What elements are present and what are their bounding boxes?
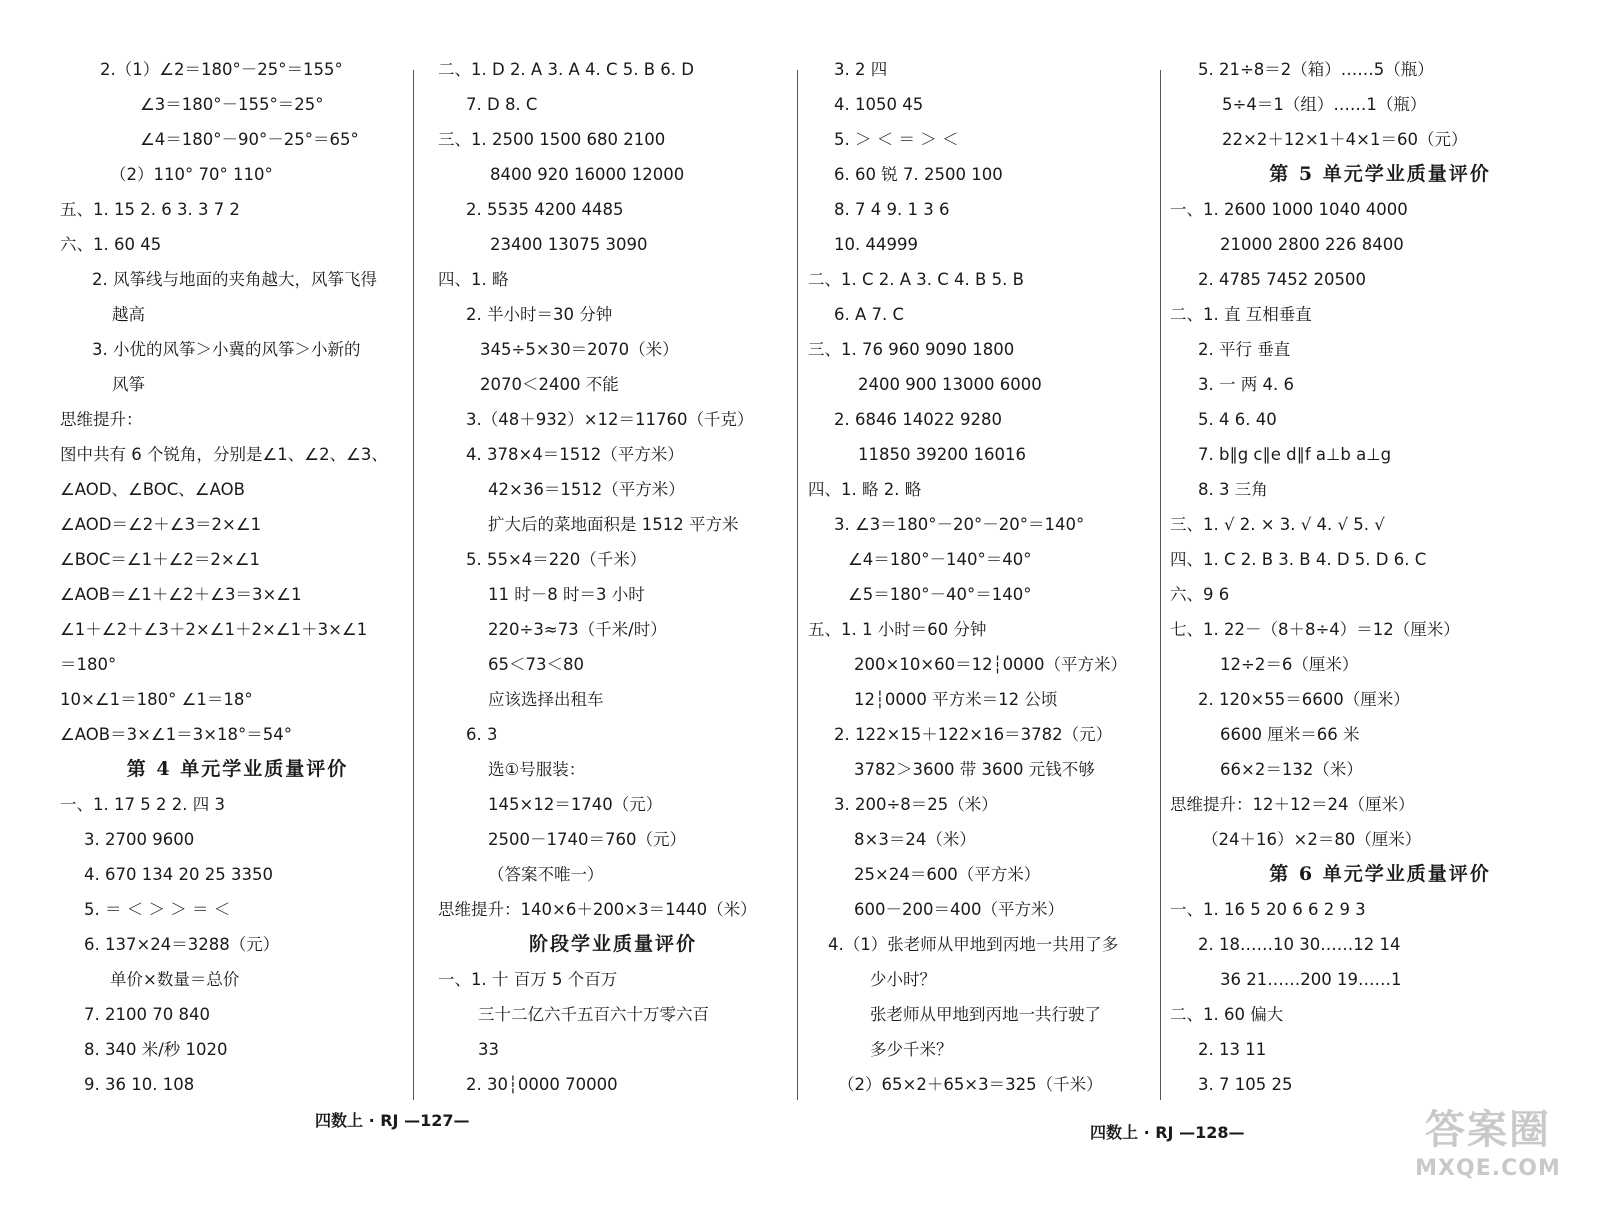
watermark-title: 答案圈 — [1425, 1107, 1551, 1153]
answer-line: 单价×数量＝总价 — [110, 970, 240, 989]
answer-line: 36 21……200 19……1 — [1220, 970, 1402, 989]
answer-line: ∠5＝180°－40°＝140° — [848, 585, 1032, 604]
answer-line: 4.（1）张老师从甲地到丙地一共用了多 — [828, 935, 1119, 954]
answer-line: 10. 44999 — [834, 235, 918, 254]
answer-line: 2. 18……10 30……12 14 — [1198, 935, 1401, 954]
answer-line: 66×2＝132（米） — [1220, 760, 1363, 779]
answer-line: 6. 137×24＝3288（元） — [84, 935, 280, 954]
answer-line: 2. 13 11 — [1198, 1040, 1267, 1059]
column-divider — [1160, 70, 1161, 1100]
answer-line: 5. 21÷8＝2（箱）……5（瓶） — [1198, 60, 1434, 79]
column-1 — [60, 52, 415, 1102]
answer-line: 2. 5535 4200 4485 — [466, 200, 624, 219]
answer-line: 11850 39200 16016 — [858, 445, 1026, 464]
column-divider — [797, 70, 798, 1100]
answer-line: 7. D 8. C — [466, 95, 538, 114]
answer-line: 3.（48＋932）×12＝11760（千克） — [466, 410, 754, 429]
answer-line: 8. 3 三角 — [1198, 480, 1268, 499]
answer-line: 5. ＞ ＜ ＝ ＞ ＜ — [834, 130, 959, 149]
answer-line: 应该选择出租车 — [488, 690, 604, 709]
answer-line: 思维提升：140×6＋200×3＝1440（米） — [438, 900, 757, 919]
answer-line: 42×36＝1512（平方米） — [488, 480, 685, 499]
answer-line: ∠3＝180°－155°＝25° — [140, 95, 324, 114]
answer-line: 一、1. 2600 1000 1040 4000 — [1170, 200, 1408, 219]
answer-line: 200×10×60＝12┆0000（平方米） — [854, 655, 1128, 674]
answer-line: 四、1. 略 2. 略 — [808, 480, 922, 499]
watermark-logo — [1408, 1104, 1568, 1199]
answer-line: 3. ∠3＝180°－20°－20°＝140° — [834, 515, 1085, 534]
answer-line: 六、1. 60 45 — [60, 235, 162, 254]
answer-line: 65＜73＜80 — [488, 655, 584, 674]
answer-line: 2500－1740＝760（元） — [488, 830, 686, 849]
answer-line: 22×2＋12×1＋4×1＝60（元） — [1222, 130, 1468, 149]
answer-line: 7. 2100 70 840 — [84, 1005, 210, 1024]
column-4 — [1170, 52, 1590, 1102]
answer-line: 6. A 7. C — [834, 305, 905, 324]
answer-line: 10×∠1＝180° ∠1＝18° — [60, 690, 253, 709]
answer-line: 3. 7 105 25 — [1198, 1075, 1293, 1094]
answer-line: ＝180° — [60, 655, 117, 674]
answer-line: 四、1. 略 — [438, 270, 509, 289]
answer-line: 风筝 — [112, 375, 145, 394]
answer-line: 图中共有 6 个锐角，分别是∠1、∠2、∠3、 — [60, 445, 388, 464]
answer-line: 6. 60 锐 7. 2500 100 — [834, 165, 1003, 184]
answer-line: （2）65×2＋65×3＝325（千米） — [838, 1075, 1103, 1094]
answer-line: 七、1. 22－（8＋8÷4）＝12（厘米） — [1170, 620, 1460, 639]
answer-line: 思维提升： — [60, 410, 143, 429]
watermark-url: MXQE.COM — [1415, 1156, 1561, 1181]
answer-line: 3. 2700 9600 — [84, 830, 195, 849]
answer-line: 2400 900 13000 6000 — [858, 375, 1042, 394]
answer-line: 一、1. 17 5 2 2. 四 3 — [60, 795, 225, 814]
answer-line: 6. 3 — [466, 725, 498, 744]
answer-line: ∠4＝180°－90°－25°＝65° — [140, 130, 359, 149]
column-2 — [438, 52, 788, 1102]
answer-line: 少小时？ — [870, 970, 936, 989]
answer-line: 4. 1050 45 — [834, 95, 924, 114]
answer-line: 2. 120×55＝6600（厘米） — [1198, 690, 1410, 709]
answer-line: 二、1. C 2. A 3. C 4. B 5. B — [808, 270, 1024, 289]
answer-line: ∠4＝180°－140°＝40° — [848, 550, 1032, 569]
section-heading: 第 5 单元学业质量评价 — [1269, 163, 1491, 185]
answer-line: 二、1. 60 偏大 — [1170, 1005, 1284, 1024]
answer-line: 思维提升：12＋12＝24（厘米） — [1170, 795, 1415, 814]
answer-line: 33 — [478, 1040, 499, 1059]
answer-line: 2.（1）∠2＝180°－25°＝155° — [100, 60, 343, 79]
answer-line: 5. ＝ ＜ ＞ ＞ ＝ ＜ — [84, 900, 231, 919]
answer-line: 21000 2800 226 8400 — [1220, 235, 1404, 254]
answer-line: 3. 一 两 4. 6 — [1198, 375, 1294, 394]
answer-line: 5. 55×4＝220（千米） — [466, 550, 647, 569]
answer-line: 8. 7 4 9. 1 3 6 — [834, 200, 950, 219]
section-heading: 第 6 单元学业质量评价 — [1269, 863, 1491, 885]
answer-line: 3. 小优的风筝＞小冀的风筝＞小新的 — [92, 340, 361, 359]
answer-line: 4. 378×4＝1512（平方米） — [466, 445, 684, 464]
answer-line: 3782＞3600 带 3600 元钱不够 — [854, 760, 1095, 779]
answer-line: 11 时－8 时＝3 小时 — [488, 585, 645, 604]
answer-line: ∠AOD、∠BOC、∠AOB — [60, 480, 245, 499]
answer-line: 5÷4＝1（组）……1（瓶） — [1222, 95, 1427, 114]
answer-line: ∠AOD＝∠2＋∠3＝2×∠1 — [60, 515, 262, 534]
answer-line: 25×24＝600（平方米） — [854, 865, 1041, 884]
answer-line: 扩大后的菜地面积是 1512 平方米 — [488, 515, 739, 534]
page-footer-right: 四数上 · RJ —128— — [1090, 1123, 1245, 1142]
answer-line: 2. 122×15＋122×16＝3782（元） — [834, 725, 1113, 744]
answer-line: 7. b∥g c∥e d∥f a⊥b a⊥g — [1198, 445, 1392, 464]
answer-line: 220÷3≈73（千米/时） — [488, 620, 667, 639]
answer-line: 8×3＝24（米） — [854, 830, 976, 849]
answer-line: （2）110° 70° 110° — [110, 165, 273, 184]
answer-line: ∠AOB＝∠1＋∠2＋∠3＝3×∠1 — [60, 585, 302, 604]
answer-line: ∠BOC＝∠1＋∠2＝2×∠1 — [60, 550, 261, 569]
answer-line: 张老师从甲地到丙地一共行驶了 — [870, 1005, 1101, 1024]
answer-line: 五、1. 15 2. 6 3. 3 7 2 — [60, 200, 240, 219]
answer-line: 3. 200÷8＝25（米） — [834, 795, 998, 814]
answer-line: 2. 4785 7452 20500 — [1198, 270, 1366, 289]
answer-line: 12┆0000 平方米＝12 公顷 — [854, 690, 1058, 709]
answer-line: ∠AOB＝3×∠1＝3×18°＝54° — [60, 725, 293, 744]
answer-line: 23400 13075 3090 — [490, 235, 648, 254]
answer-line: 六、9 6 — [1170, 585, 1230, 604]
answer-line: （答案不唯一） — [488, 865, 604, 884]
answer-line: 2070＜2400 不能 — [480, 375, 619, 394]
answer-line: 600－200＝400（平方米） — [854, 900, 1064, 919]
answer-line: 4. 670 134 20 25 3350 — [84, 865, 273, 884]
answer-line: 三、1. √ 2. × 3. √ 4. √ 5. √ — [1170, 515, 1385, 534]
section-heading: 阶段学业质量评价 — [528, 933, 697, 955]
answer-line: 三、1. 2500 1500 680 2100 — [438, 130, 666, 149]
answer-line: 9. 36 10. 108 — [84, 1075, 195, 1094]
answer-line: 三十二亿六千五百六十万零六百 — [478, 1005, 709, 1024]
answer-line: 五、1. 1 小时＝60 分钟 — [808, 620, 987, 639]
answer-line: 一、1. 十 百万 5 个百万 — [438, 970, 618, 989]
page-footer-left: 四数上 · RJ —127— — [315, 1111, 470, 1130]
column-3 — [808, 52, 1158, 1102]
answer-line: 12÷2＝6（厘米） — [1220, 655, 1359, 674]
answer-line: 二、1. D 2. A 3. A 4. C 5. B 6. D — [438, 60, 694, 79]
answer-line: 8400 920 16000 12000 — [490, 165, 685, 184]
answer-line: 一、1. 16 5 20 6 6 2 9 3 — [1170, 900, 1366, 919]
answer-line: ∠1＋∠2＋∠3＋2×∠1＋2×∠1＋3×∠1 — [60, 620, 368, 639]
answer-line: 6600 厘米＝66 米 — [1220, 725, 1360, 744]
answer-line: 三、1. 76 960 9090 1800 — [808, 340, 1015, 359]
section-heading: 第 4 单元学业质量评价 — [126, 758, 349, 780]
answer-line: 2. 风筝线与地面的夹角越大，风筝飞得 — [92, 270, 377, 289]
answer-line: 多少千米？ — [870, 1040, 953, 1059]
answer-line: 四、1. C 2. B 3. B 4. D 5. D 6. C — [1170, 550, 1427, 569]
answer-line: 越高 — [112, 305, 145, 324]
answer-line: 345÷5×30＝2070（米） — [480, 340, 679, 359]
answer-line: 3. 2 四 — [834, 60, 888, 79]
answer-line: 8. 340 米/秒 1020 — [84, 1040, 228, 1059]
answer-line: 145×12＝1740（元） — [488, 795, 663, 814]
answer-line: 5. 4 6. 40 — [1198, 410, 1277, 429]
answer-line: 2. 半小时＝30 分钟 — [466, 305, 613, 324]
answer-line: （24＋16）×2＝80（厘米） — [1202, 830, 1422, 849]
answer-line: 选①号服装： — [488, 760, 586, 779]
answer-line: 2. 平行 垂直 — [1198, 340, 1291, 359]
answer-line: 2. 6846 14022 9280 — [834, 410, 1002, 429]
answer-line: 2. 30┆0000 70000 — [466, 1075, 618, 1094]
column-divider — [413, 70, 414, 1100]
answer-line: 二、1. 直 互相垂直 — [1170, 305, 1312, 324]
